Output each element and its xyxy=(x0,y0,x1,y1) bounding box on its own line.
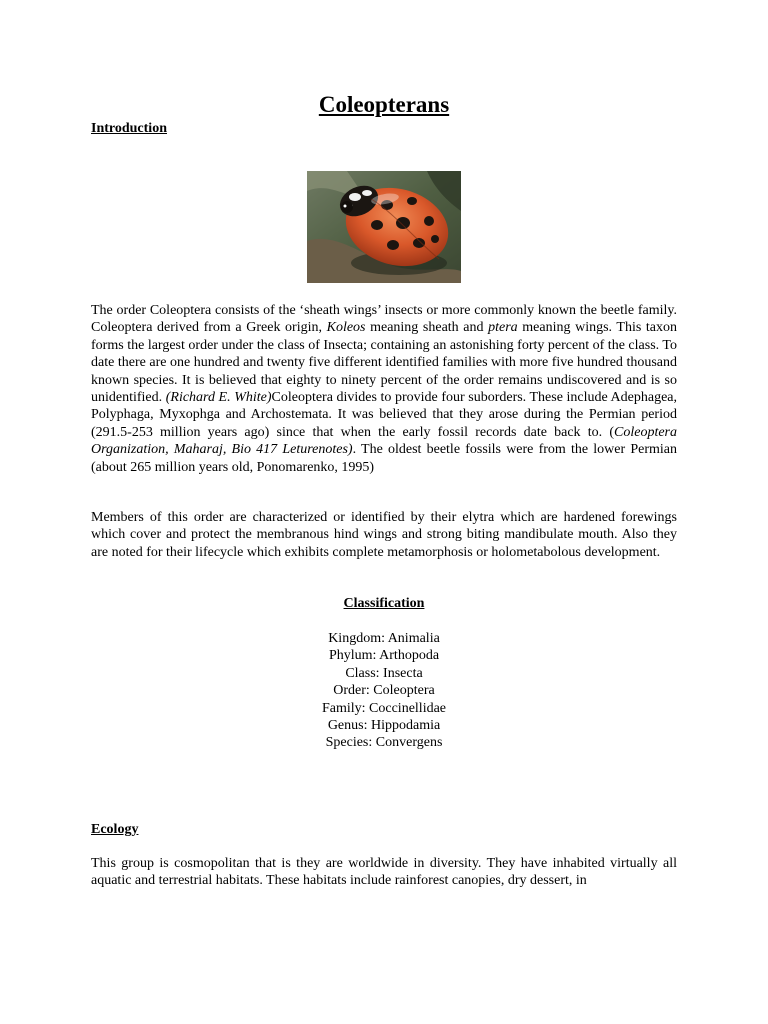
classification-class: Class: Insecta xyxy=(345,665,423,681)
ecology-heading: Ecology xyxy=(91,822,139,837)
classification-order: Order: Coleoptera xyxy=(333,683,435,699)
intro-paragraph: The order Coleoptera consists of the ‘sheath wings’ insects or more commonly known the beetle family. Coleoptera derived from a Greek origin, Koleos meaning sheath and ptera meaning wings. This taxon forms the largest order under the class of Insecta; containing an astonishing forty percent of the class. To date there are one hundred and twenty five different identified families with more five hundred thousand known species. It is believed that eighty to ninety percent of the order remains undiscovered and is so unidentified. (Richard E. White)Coleoptera divides to provide four suborders. These include Adephagea, Polyphaga, Myxophga and Archostemata. It was believed that they arose during the Permian period (291.5-253 million years ago) since that when the early fossil records date back to. (Coleoptera Organization, Maharaj, Bio 417 Leturenotes). The oldest beetle fossils were from the lower Permian (about 265 million years old, Ponomarenko, 1995) xyxy=(91,303,677,475)
classification-species: Species: Convergens xyxy=(325,735,443,751)
ecology-paragraph: This group is cosmopolitan that is they are worldwide in diversity. They have inhabited virtually all aquatic and terrestrial habitats. These habitats include rainforest canopies, dry dessert, in xyxy=(91,856,677,889)
page-title: Coleopterans xyxy=(318,92,450,117)
classification-genus: Genus: Hippodamia xyxy=(327,718,441,734)
members-paragraph: Members of this order are characterized or identified by their elytra which are hardened forewings which cover and protect the membranous hind wings and strong biting mandibulate mouth. Also they are noted for their lifecycle which exhibits complete metamorphosis or holometabolous development. xyxy=(91,510,677,560)
classification-heading: Classification xyxy=(343,596,425,611)
classification-phylum: Phylum: Arthopoda xyxy=(328,648,440,664)
classification-kingdom: Kingdom: Animalia xyxy=(328,631,440,646)
classification-family: Family: Coccinellidae xyxy=(321,700,447,716)
ladybug-icon xyxy=(307,171,461,283)
classification-list xyxy=(0,630,768,752)
ladybug-photo xyxy=(307,171,461,283)
introduction-heading: Introduction xyxy=(91,121,167,136)
